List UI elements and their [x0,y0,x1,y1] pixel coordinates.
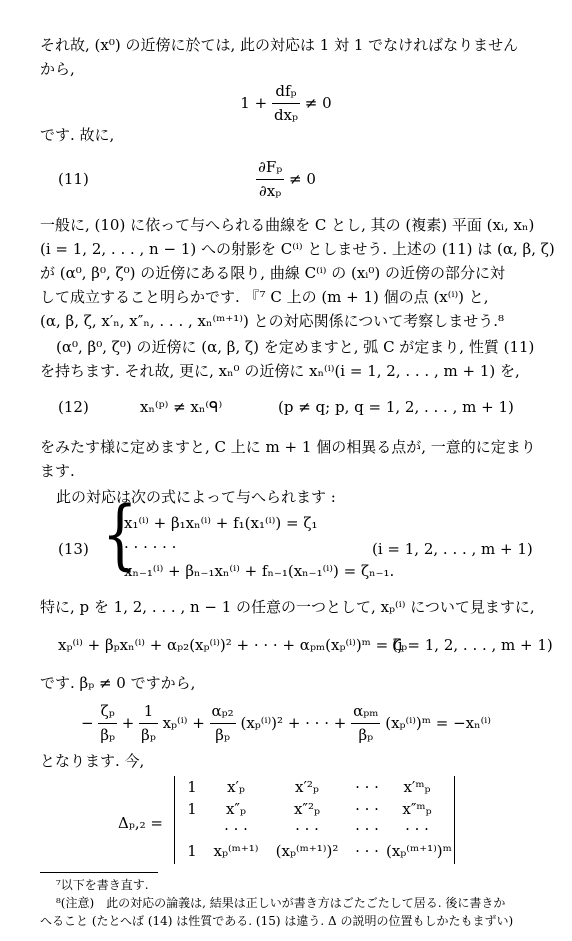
determinant-cell: x′ₚ [227,778,245,796]
text-line: して成立すること明らかです. 『⁷ C 上の (m + 1) 個の点 (x⁽ⁱ⁾) と, [40,288,489,306]
determinant-cell: · · · [355,778,379,796]
determinant-cell: xₚ⁽ᵐ⁺¹⁾ [213,842,259,860]
text-line: ます. [40,462,75,480]
fraction-denominator: βₚ [100,726,116,745]
fraction-numerator: 1 [139,700,158,724]
text-line: です. βₚ ≠ 0 ですから, [40,674,196,692]
fraction-numerator: ζₚ [98,700,117,724]
equation-term: ≠ 0 [304,93,332,112]
equation-12-condition: (p ≠ q; p, q = 1, 2, . . . , m + 1) [278,398,514,416]
text-line: それ故, (x⁰) の近傍に於ては, 此の対応は 1 対 1 でなければなりません [40,36,519,54]
text-line: (α, β, ζ, x′ₙ, x″ₙ, . . . , xₙ⁽ᵐ⁺¹⁾) との対応関係について考察しませう.⁸ [40,312,505,330]
text-line: をみたす様に定めますと, C 上に m + 1 個の相異る点が, 一意的に定まり [40,438,536,456]
equation-number-13: (13) [58,540,89,558]
equation-solved [0,700,572,748]
text-line: です. 故に, [40,126,115,144]
determinant-row [178,776,448,799]
determinant-left-bar [174,776,175,864]
fraction-denominator: dxₚ [273,106,299,125]
equation-13-condition: (i = 1, 2, . . . , m + 1) [372,540,533,558]
system-row: · · · · · · [124,538,177,556]
system-row: xₙ₋₁⁽ⁱ⁾ + βₙ₋₁xₙ⁽ⁱ⁾ + fₙ₋₁(xₙ₋₁⁽ⁱ⁾) = ζₙ₋₁. [124,562,395,580]
equation-term: xₚ⁽ⁱ⁾ + [162,713,210,732]
equation-polynomial-condition: (i = 1, 2, . . . , m + 1) [392,636,553,654]
fraction-denominator: βₚ [141,726,156,745]
text-line: 一般に, (10) に依って与へられる曲線を C とし, 其の (複素) 平面 (xᵢ, xₙ) [40,216,535,234]
footnote-8-continued: へること (たとへば (14) は性質である. (15) は違う. Δ の説明の位置もしかたもまずい) [40,914,514,928]
fraction-numerator: dfₚ [272,80,300,104]
equation-polynomial: xₚ⁽ⁱ⁾ + βₚxₙ⁽ⁱ⁾ + αₚ₂(xₚ⁽ⁱ⁾)² + · · · + αₚₘ(xₚ⁽ⁱ⁾)ᵐ = ζₚ [58,636,408,654]
determinant-cell: 1 [187,778,197,796]
footnote-rule [40,872,158,873]
determinant-cell: x″²ₚ [293,800,321,818]
fraction [98,700,117,748]
fraction-numerator: ∂Fₚ [256,156,284,180]
system-row: x₁⁽ⁱ⁾ + β₁xₙ⁽ⁱ⁾ + f₁(x₁⁽ⁱ⁾) = ζ₁ [124,514,318,532]
determinant-cell: x′ᵐₚ [403,778,431,796]
determinant-cell: · · · [224,820,248,838]
equation-term: ≠ 0 [289,169,316,188]
determinant-cell: · · · [355,800,379,818]
determinant-cell: · · · [355,820,379,838]
determinant-cell: · · · [295,820,319,838]
equation-term: 1 + [240,93,272,112]
footnote-7: ⁷以下を書き直す. [56,878,149,892]
equation-number-11: (11) [58,170,89,188]
determinant-cell: (xₚ⁽ᵐ⁺¹⁾)ᵐ [386,842,452,860]
fraction [272,80,300,128]
text-line: 特に, p を 1, 2, . . . , n − 1 の任意の一つとして, xₚ⁽ⁱ⁾ について見ますに, [40,598,535,616]
fraction [139,700,158,748]
equation-term: − [81,713,99,732]
fraction-denominator: βₚ [215,726,230,745]
determinant-row [178,818,448,841]
determinant-cell: 1 [187,800,197,818]
determinant-cell: 1 [187,842,197,860]
determinant-row [178,840,452,863]
equation-11 [0,156,572,204]
equation-invertibility [0,80,572,128]
text-line: を持ちます. それ故, 更に, xₙ⁰ の近傍に xₙ⁽ⁱ⁾(i = 1, 2, . . . , m + 1) を, [40,362,520,380]
fraction [256,156,284,204]
equation-term: + [121,713,140,732]
text-line: 此の対応は次の式によって与へられます : [56,488,336,506]
footnote-8: ⁸(注意) 此の対応の論義は, 結果は正しいが書き方はごたごたして居る. 後に書きか [56,896,506,910]
determinant-right-bar [454,776,455,864]
determinant-cell: · · · [405,820,429,838]
determinant-cell: x″ᵐₚ [402,800,432,818]
fraction-denominator: ∂xₚ [259,182,282,201]
determinant-label: Δₚ,₂ = [118,814,163,832]
text-line: から, [40,60,75,78]
text-line: が (α⁰, β⁰, ζ⁰) の近傍にある限り, 曲線 C⁽ⁱ⁾ の (xᵢ⁰) の近傍の部分に対 [40,264,505,282]
fraction-denominator: βₚ [358,726,374,745]
determinant-cell: x′²ₚ [295,778,319,796]
fraction-numerator: αₚ₂ [210,700,236,724]
equation-12: xₙ⁽ᵖ⁾ ≠ xₙ⁽ᑫ⁾ [140,398,223,416]
equation-number-12: (12) [58,398,89,416]
fraction [351,700,380,748]
determinant-cell: x″ₚ [225,800,247,818]
fraction [210,700,236,748]
determinant-cell: · · · [355,842,379,860]
fraction-numerator: αₚₘ [351,700,380,724]
equation-term: (xₚ⁽ⁱ⁾)² + · · · + [240,713,352,732]
left-brace: { [102,491,138,579]
text-line: となります. 今, [40,752,145,770]
equation-term: (xₚ⁽ⁱ⁾)ᵐ = −xₙ⁽ⁱ⁾ [385,713,491,732]
text-line: (i = 1, 2, . . . , n − 1) への射影を C⁽ⁱ⁾ としませう. 上述の (11) は (α, β, ζ) [40,240,555,258]
determinant-cell: (xₚ⁽ᵐ⁺¹⁾)² [275,842,339,860]
text-line: (α⁰, β⁰, ζ⁰) の近傍に (α, β, ζ) を定めますと, 弧 C が定まり, 性質 (11) [56,338,535,356]
